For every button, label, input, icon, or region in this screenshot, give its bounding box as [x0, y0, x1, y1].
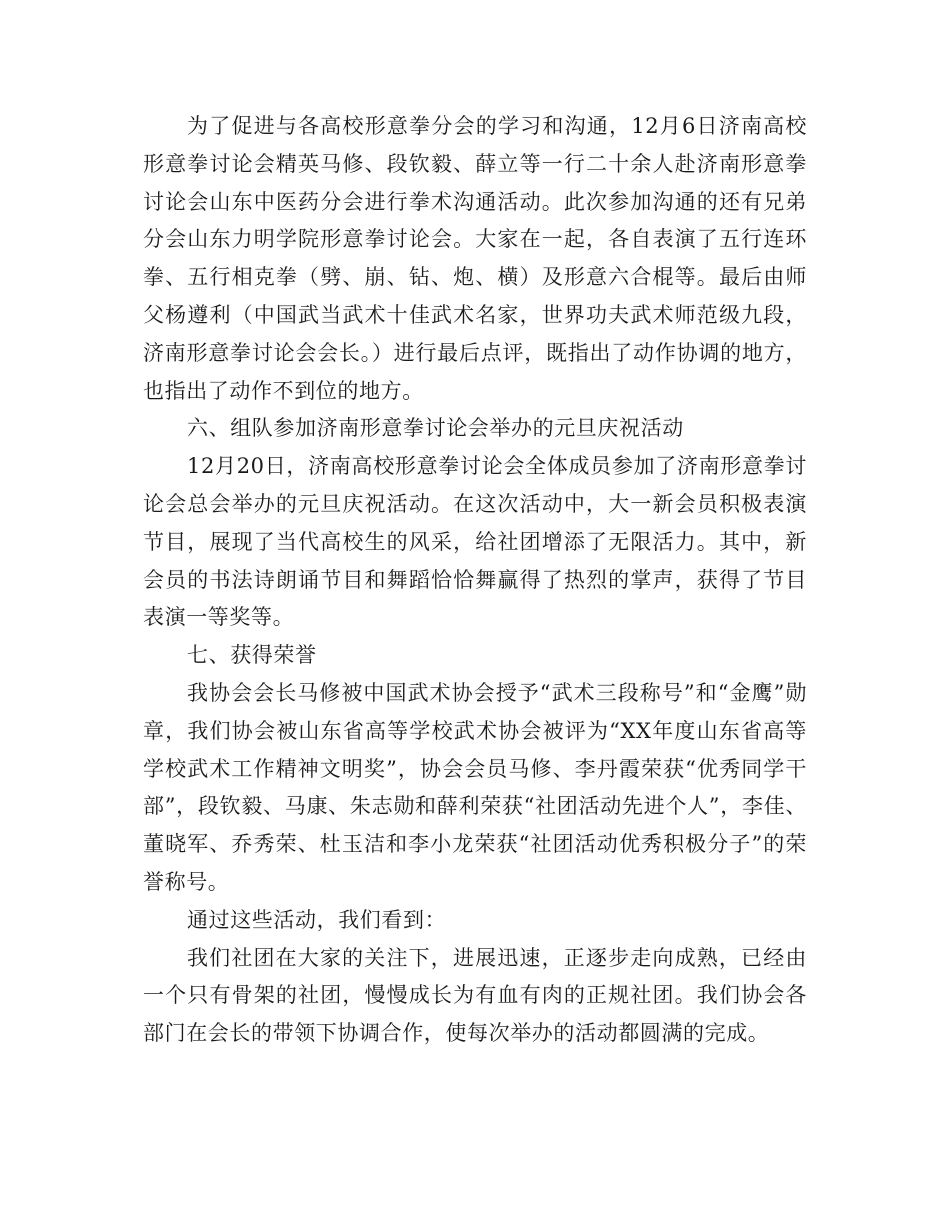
section-heading-six: 六、组队参加济南形意拳讨论会举办的元旦庆祝活动 — [187, 416, 684, 441]
section-heading-seven: 七、获得荣誉 — [187, 643, 317, 668]
paragraph-new-year-event: 12月20日，济南高校形意拳讨论会全体成员参加了济南形意拳讨论会总会举办的元旦庆祝活动。在这次活动中，大一新会员积极表演节目，展现了当代高校生的风采，给社团增添了无限活力。其中，新会员的书法诗朗诵节目和舞蹈恰恰舞赢得了热烈的掌声，获得了节目表演一等奖等。 — [143, 454, 807, 630]
paragraph-honors: 我协会会长马修被中国武术协会授予“武术三段称号”和“金鹰”勋章，我们协会被山东省高等学校武术协会被评为“XX年度山东省高等学校武术工作精神文明奖”，协会会员马修、李丹霞荣获“优秀同学干部”，段钦毅、马康、朱志勋和薛利荣获“社团活动先进个人”，李佳、董晓军、乔秀荣、杜玉洁和李小龙荣获“社团活动优秀积极分子”的荣誉称号。 — [143, 680, 807, 894]
paragraph-summary: 我们社团在大家的关注下，进展迅速，正逐步走向成熟，已经由一个只有骨架的社团，慢慢成长为有血有肉的正规社团。我们协会各部门在会长的带领下协调合作，使每次举办的活动都圆满的完成。 — [143, 945, 807, 1046]
paragraph-summary-intro: 通过这些活动，我们看到： — [187, 907, 447, 932]
document-body — [143, 108, 807, 1053]
paragraph-exchange-activity: 为了促进与各高校形意拳分会的学习和沟通，12月6日济南高校形意拳讨论会精英马修、段钦毅、薛立等一行二十余人赴济南形意拳讨论会山东中医药分会进行拳术沟通活动。此次参加沟通的还有兄弟分会山东力明学院形意拳讨论会。大家在一起，各自表演了五行连环拳、五行相克拳（劈、崩、钻、炮、横）及形意六合棍等。最后由师父杨遵利（中国武当武术十佳武术名家，世界功夫武术师范级九段，济南形意拳讨论会会长。）进行最后点评，既指出了动作协调的地方，也指出了动作不到位的地方。 — [143, 114, 807, 403]
